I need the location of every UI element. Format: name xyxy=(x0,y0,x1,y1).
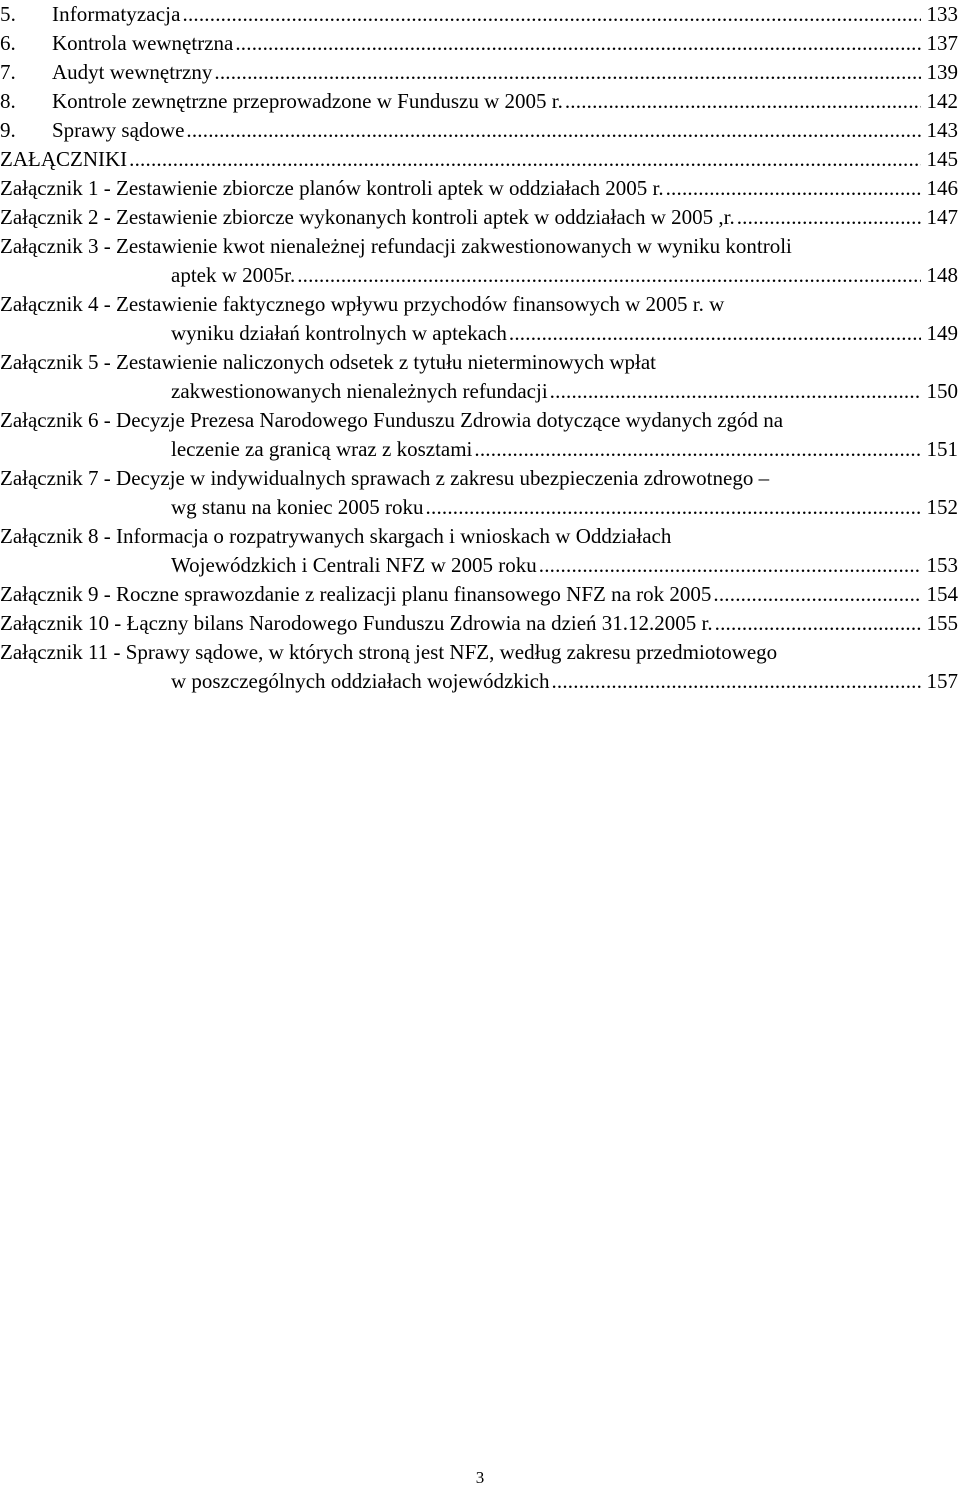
toc-entry[interactable] xyxy=(0,348,960,406)
toc-entry[interactable] xyxy=(0,638,960,696)
toc-entry[interactable] xyxy=(0,174,960,203)
toc-entry-title: Załącznik 4 - Zestawienie faktycznego wpływu przychodów finansowych w 2005 r. w xyxy=(0,292,725,316)
toc-entry[interactable] xyxy=(0,580,960,609)
toc-leader xyxy=(550,377,921,406)
toc-entry[interactable] xyxy=(0,464,960,522)
toc-entry-page: 137 xyxy=(923,29,959,58)
toc-leader xyxy=(297,261,920,290)
toc-entry-page: 145 xyxy=(923,145,959,174)
toc-leader xyxy=(565,87,921,116)
toc-leader xyxy=(509,319,921,348)
toc-entry[interactable] xyxy=(0,0,960,29)
toc-leader xyxy=(474,435,920,464)
toc-leader xyxy=(539,551,921,580)
toc-entry-page: 133 xyxy=(923,0,959,29)
toc-entry-title-continued: w poszczególnych oddziałach wojewódzkich xyxy=(171,669,550,693)
toc-entry-page: 157 xyxy=(923,667,959,696)
toc-entry-title-continued: wyniku działań kontrolnych w aptekach xyxy=(171,321,507,345)
toc-entry-page: 153 xyxy=(923,551,959,580)
toc-entry-title-continued: leczenie za granicą wraz z kosztami xyxy=(171,437,473,461)
toc-leader xyxy=(737,203,921,232)
toc-entry[interactable] xyxy=(0,116,960,145)
toc-entry-title: Załącznik 1 - Zestawienie zbiorcze planów kontroli aptek w oddziałach 2005 r. xyxy=(0,176,664,200)
toc-entry-title-continued: wg stanu na koniec 2005 roku xyxy=(171,495,424,519)
toc-entry-page: 143 xyxy=(923,116,959,145)
page-number: 3 xyxy=(475,1468,485,1487)
toc-entry[interactable] xyxy=(0,290,960,348)
toc-leader xyxy=(129,145,920,174)
toc-entry-page: 146 xyxy=(923,174,959,203)
toc-leader xyxy=(426,493,921,522)
toc-entry-title: Informatyzacja xyxy=(52,2,181,26)
toc-entry-page: 154 xyxy=(923,580,959,609)
toc-entry-title: Kontrola wewnętrzna xyxy=(52,31,234,55)
toc-entry-title: Kontrole zewnętrzne przeprowadzone w Funduszu w 2005 r. xyxy=(52,89,563,113)
toc-entry-title: Załącznik 5 - Zestawienie naliczonych odsetek z tytułu nieterminowych wpłat xyxy=(0,350,657,374)
toc-entry[interactable] xyxy=(0,522,960,580)
toc-entry-title: Załącznik 2 - Zestawienie zbiorcze wykonanych kontroli aptek w oddziałach w 2005 ,r. xyxy=(0,205,735,229)
toc-entry-number: 5. xyxy=(0,2,16,26)
toc-entry-number: 8. xyxy=(0,89,16,113)
toc-entry-title: Załącznik 7 - Decyzje w indywidualnych sprawach z zakresu ubezpieczenia zdrowotnego – xyxy=(0,466,770,490)
toc-entry-title: Załącznik 8 - Informacja o rozpatrywanych skargach i wnioskach w Oddziałach xyxy=(0,524,672,548)
toc-entry-title: Załącznik 3 - Zestawienie kwot nienależnej refundacji zakwestionowanych w wyniku kontroli xyxy=(0,234,792,258)
toc-entry-number: 7. xyxy=(0,60,16,84)
toc-entry[interactable] xyxy=(0,29,960,58)
toc-entry[interactable] xyxy=(0,232,960,290)
toc-entry-title-continued: Wojewódzkich i Centrali NFZ w 2005 roku xyxy=(171,553,537,577)
toc-entry-page: 152 xyxy=(923,493,959,522)
toc-entry-page: 155 xyxy=(923,609,959,638)
toc-entry[interactable] xyxy=(0,609,960,638)
toc-entry[interactable] xyxy=(0,58,960,87)
toc-entry-title: ZAŁĄCZNIKI xyxy=(0,147,128,171)
toc-entry-title-continued: aptek w 2005r. xyxy=(171,263,296,287)
toc-entry-page: 150 xyxy=(923,377,959,406)
toc-entry[interactable] xyxy=(0,145,960,174)
toc-entry-number: 9. xyxy=(0,118,16,142)
toc-leader xyxy=(186,116,920,145)
toc-entry-page: 147 xyxy=(923,203,959,232)
toc-entry[interactable] xyxy=(0,87,960,116)
toc-leader xyxy=(713,580,920,609)
toc-entry-page: 139 xyxy=(923,58,959,87)
toc-entry-title: Załącznik 9 - Roczne sprawozdanie z realizacji planu finansowego NFZ na rok 2005 xyxy=(0,582,712,606)
toc-entry-title: Załącznik 10 - Łączny bilans Narodowego Funduszu Zdrowia na dzień 31.12.2005 r. xyxy=(0,611,713,635)
toc-leader xyxy=(214,58,920,87)
toc-entry[interactable] xyxy=(0,406,960,464)
toc-entry[interactable] xyxy=(0,203,960,232)
toc-leader xyxy=(183,0,921,29)
toc-leader xyxy=(666,174,921,203)
toc-entry-page: 149 xyxy=(923,319,959,348)
toc-entry-page: 142 xyxy=(923,87,959,116)
toc-entry-page: 148 xyxy=(923,261,959,290)
toc-entry-title-continued: zakwestionowanych nienależnych refundacji xyxy=(171,379,548,403)
toc-entry-page: 151 xyxy=(923,435,959,464)
toc-leader xyxy=(715,609,921,638)
toc-entry-number: 6. xyxy=(0,31,16,55)
toc-leader xyxy=(235,29,920,58)
toc-entry-title: Audyt wewnętrzny xyxy=(52,60,213,84)
table-of-contents xyxy=(0,0,960,696)
toc-entry-title: Sprawy sądowe xyxy=(52,118,185,142)
toc-entry-title: Załącznik 6 - Decyzje Prezesa Narodowego Funduszu Zdrowia dotyczące wydanych zgód na xyxy=(0,408,784,432)
toc-entry-title: Załącznik 11 - Sprawy sądowe, w których stroną jest NFZ, według zakresu przedmiotowego xyxy=(0,640,778,664)
toc-leader xyxy=(551,667,920,696)
